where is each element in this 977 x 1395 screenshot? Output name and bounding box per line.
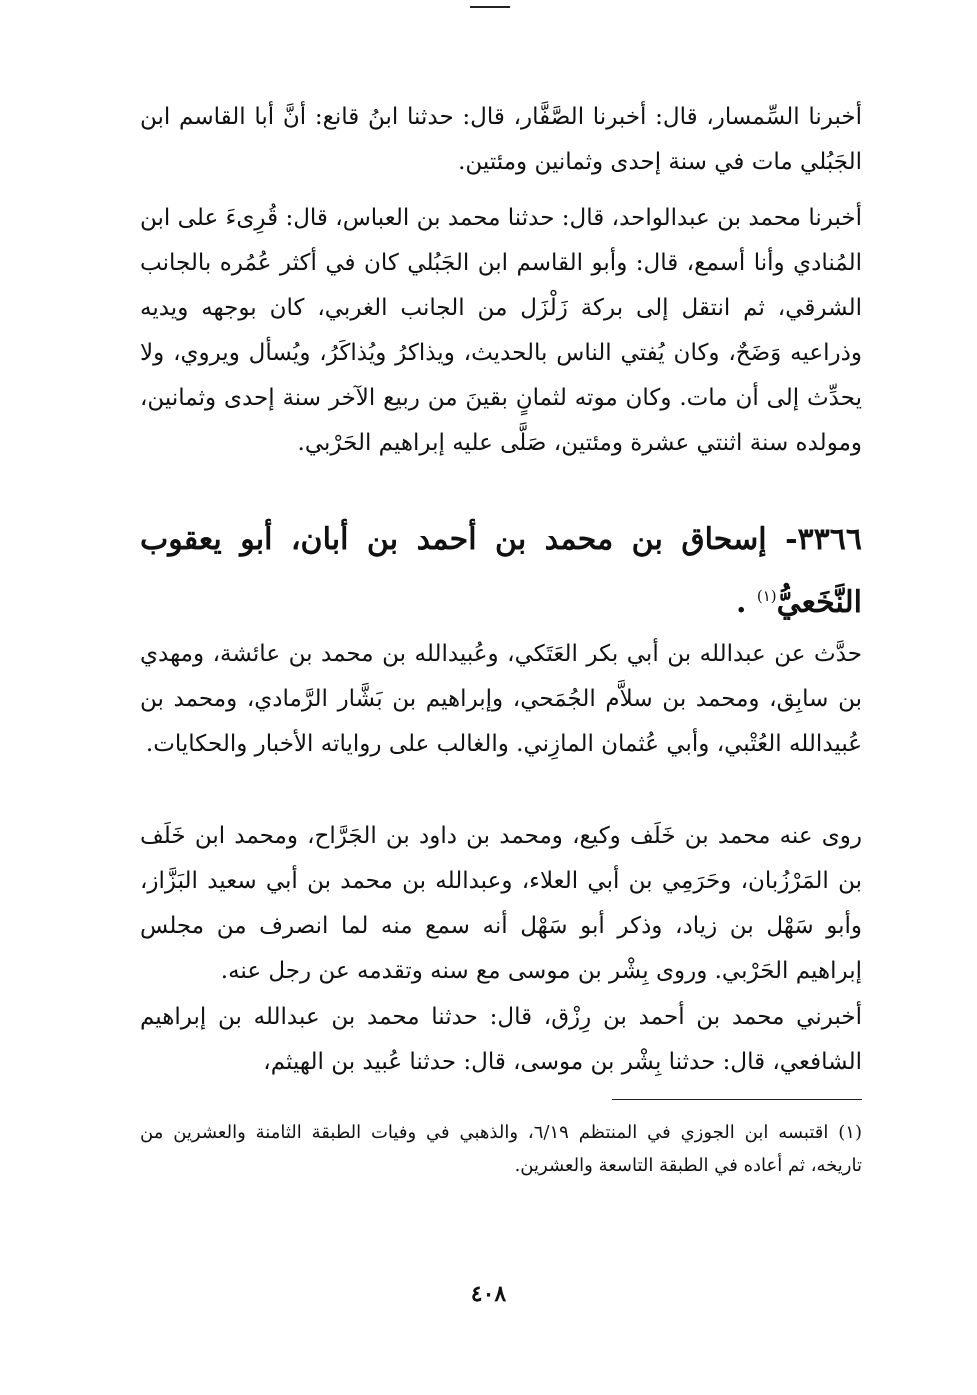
footnote-text: (١) اقتبسه ابن الجوزي في المنتظم ٦/١٩، والذهبي في وفيات الطبقة الثامنة والعشرين من تاريخه، ثم أعاده في الطبقة التاسعة والعشرين. [140,1122,862,1176]
paragraph-narrated-from: حدَّث عن عبدالله بن أبي بكر العَتَكي، وعُبيدالله بن محمد بن عائشة، ومهدي بن سابِق، ومحمد بن سلاَّم الجُمَحي، وإبراهيم بن بَشَّار الرَّمادي، ومحمد بن عُبيدالله العُتْبي، وأبي عُثمان المازِني. والغالب على رواياته الأخبار والحكايات. [140,641,862,757]
paragraph-munadi-report: أخبرنا محمد بن عبدالواحد، قال: حدثنا محمد بن العباس، قال: قُرِىءَ على ابن المُنادي وأنا أسمع، قال: وأبو القاسم ابن الجَبُلي كان في أكثر عُمُره بالجانب الشرقي، ثم انتقل إلى بركة زَلْزَل من الجانب الغربي، كان بوجهه ويديه وذراعيه وَضَحٌ، وكان يُفتي الناس بالحديث، ويذاكرُ ويُذاكَرُ، ويُسأل ويروي، ولا يحدِّث إلى أن مات. وكان موته لثمانٍ بقينَ من ربيع الآخر سنة إحدى وثمانين، ومولده سنة اثنتي عشرة ومئتين، صَلَّى عليه إبراهيم الحَرْبي. [140,205,862,456]
footnote-divider [612,1099,862,1100]
paragraph-rizq-report: أخبرني محمد بن أحمد بن رِزْق، قال: حدثنا محمد بن عبدالله بن إبراهيم الشافعي، قال: حدثنا بِشْر بن موسى، قال: حدثنا عُبيد بن الهيثم، [140,1004,862,1075]
page-number: ٤٠٨ [470,1281,507,1307]
entry-heading [140,512,862,631]
entry-title: ٣٣٦٦- إسحاق بن محمد بن أحمد بن أبان، أبو يعقوب النَّخَعيُّ [140,522,862,620]
footnote-reference: (١) [756,587,777,605]
paragraph-narrated-by: روى عنه محمد بن خَلَف وكيع، ومحمد بن داود بن الجَرَّاح، ومحمد ابن خَلَف بن المَرْزُبان، وحَرَمِي بن أبي العلاء، وعبدالله بن محمد بن أبي سعيد البَزَّاز، وأبو سَهْل بن زياد، وذكر أبو سَهْل أنه سمع منه لما انصرف من مجلس إبراهيم الحَرْبي. وروى بِشْر بن موسى مع سنه وتقدمه عن رجل عنه. [140,823,862,984]
entry-trailing-dot: . [735,585,747,620]
paragraph-samsar-report: أخبرنا السِّمسار، قال: أخبرنا الصَّفَّار، قال: حدثنا ابنُ قانع: أنَّ أبا القاسم ابن الجَبُلي مات في سنة إحدى وثمانين ومئتين. [140,104,862,175]
top-page-mark [470,0,510,8]
